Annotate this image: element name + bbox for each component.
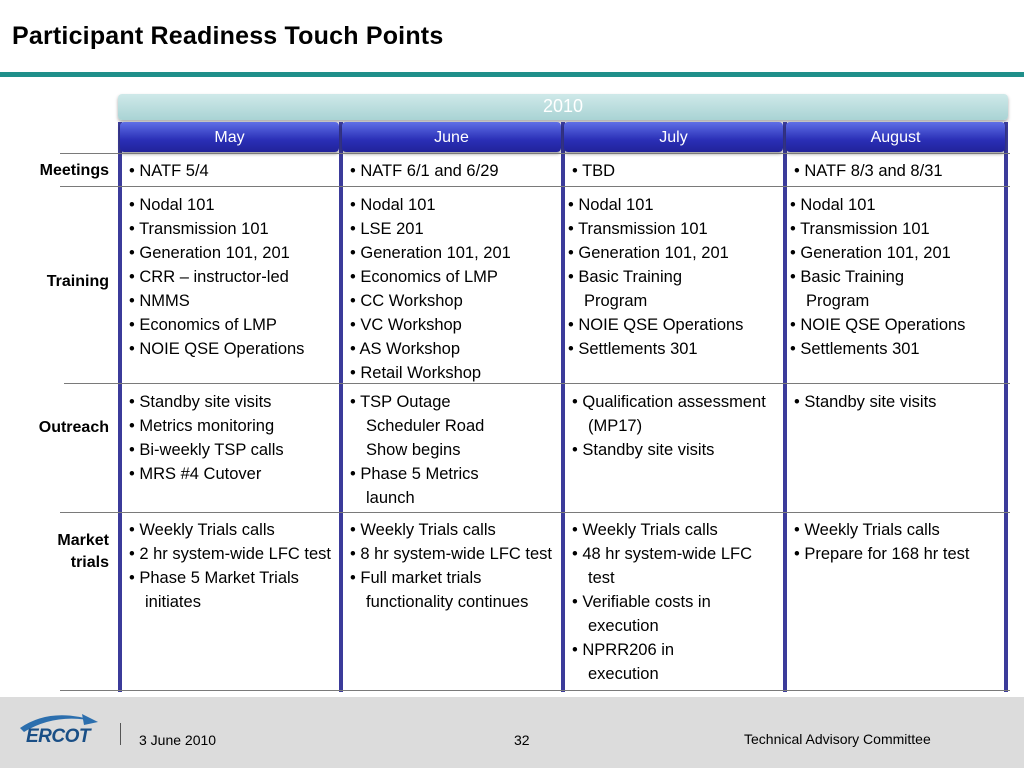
list-item: • CRR – instructor-led <box>129 268 289 286</box>
cell-training-june <box>350 193 560 385</box>
cell-meetings-may <box>129 159 339 183</box>
list-item: • Weekly Trials calls <box>572 521 718 539</box>
list-item: • Transmission 101 <box>129 220 269 238</box>
list-item: • MRS #4 Cutover <box>129 465 262 483</box>
list-item: • 8 hr system-wide LFC test <box>350 545 552 563</box>
cell-training-august <box>790 193 1004 361</box>
list-item: • Weekly Trials calls <box>129 521 275 539</box>
row-divider <box>60 153 1010 154</box>
list-item: • 2 hr system-wide LFC test <box>129 545 331 563</box>
year-label: 2010 <box>542 96 584 116</box>
footer-separator <box>120 723 121 745</box>
list-item: • TBD <box>572 162 616 180</box>
row-label-market-trials: Market trials <box>57 532 109 571</box>
list-item: • Phase 5 Metrics launch <box>350 465 479 507</box>
list-item: • Nodal 101 <box>790 196 876 214</box>
cell-outreach-june <box>350 390 560 510</box>
ercot-logo-text: ERCOT <box>26 726 90 747</box>
list-item: • NPRR206 in execution <box>572 641 675 683</box>
list-item: • Settlements 301 <box>568 340 698 358</box>
list-item: • Phase 5 Market Trials initiates <box>129 569 299 611</box>
list-item: • Bi-weekly TSP calls <box>129 441 284 459</box>
list-item: • LSE 201 <box>350 220 424 238</box>
column-border <box>561 122 565 692</box>
row-divider <box>60 512 1010 513</box>
list-item: • NOIE QSE Operations <box>129 340 305 358</box>
footer-committee: Technical Advisory Committee <box>744 731 931 747</box>
footer-date: 3 June 2010 <box>139 732 217 748</box>
list-item: • VC Workshop <box>350 316 462 334</box>
list-item: • Transmission 101 <box>568 220 708 238</box>
list-item: • Prepare for 168 hr test <box>794 545 970 563</box>
list-item: • NOIE QSE Operations <box>568 316 744 334</box>
list-item: • Basic Training Program <box>568 268 682 310</box>
cell-training-july <box>568 193 782 361</box>
cell-meetings-august <box>794 159 1004 183</box>
list-item: • Standby site visits <box>572 441 715 459</box>
row-label-training: Training <box>46 273 109 290</box>
list-item: • CC Workshop <box>350 292 463 310</box>
cell-outreach-july <box>572 390 782 462</box>
list-item: • Nodal 101 <box>350 196 436 214</box>
list-item: • Nodal 101 <box>129 196 215 214</box>
list-item: • Retail Workshop <box>350 364 482 382</box>
list-item: • NATF 5/4 <box>129 162 209 180</box>
list-item: • NATF 6/1 and 6/29 <box>350 162 499 180</box>
list-item: • Full market trials functionality continues <box>350 569 529 611</box>
cell-market-trials-may <box>129 518 339 614</box>
list-item: • Standby site visits <box>794 393 937 411</box>
list-item: • Nodal 101 <box>568 196 654 214</box>
month-header-june: June <box>342 122 561 152</box>
month-header-may: May <box>120 122 339 152</box>
cell-outreach-may <box>129 390 339 486</box>
cell-meetings-july <box>572 159 782 183</box>
list-item: • Weekly Trials calls <box>350 521 496 539</box>
year-header <box>118 94 1008 120</box>
cell-meetings-june <box>350 159 560 183</box>
list-item: • Settlements 301 <box>790 340 920 358</box>
cell-market-trials-august <box>794 518 1004 566</box>
cell-outreach-august <box>794 390 1004 414</box>
list-item: • Basic Training Program <box>790 268 904 310</box>
list-item: • Economics of LMP <box>129 316 277 334</box>
row-label-outreach: Outreach <box>38 419 109 436</box>
list-item: • Metrics monitoring <box>129 417 275 435</box>
month-header-july: July <box>564 122 783 152</box>
title-divider <box>0 72 1024 77</box>
cell-training-may <box>129 193 339 361</box>
list-item: • 48 hr system-wide LFC test <box>572 545 752 587</box>
list-item: • TSP Outage Scheduler Road Show begins <box>350 393 485 459</box>
list-item: • Transmission 101 <box>790 220 930 238</box>
list-item: • Weekly Trials calls <box>794 521 940 539</box>
list-item: • Generation 101, 201 <box>129 244 290 262</box>
list-item: • NMMS <box>129 292 190 310</box>
list-item: • Verifiable costs in execution <box>572 593 711 635</box>
list-item: • Generation 101, 201 <box>790 244 951 262</box>
list-item: • NATF 8/3 and 8/31 <box>794 162 943 180</box>
slide-title: Participant Readiness Touch Points <box>12 22 444 50</box>
month-header-august: August <box>786 122 1005 152</box>
column-border <box>783 122 787 692</box>
row-divider <box>60 690 1010 691</box>
cell-market-trials-june <box>350 518 560 614</box>
page-number: 32 <box>514 732 530 748</box>
cell-market-trials-july <box>572 518 782 686</box>
column-border <box>1004 122 1008 692</box>
list-item: • Qualification assessment (MP17) <box>572 393 766 435</box>
list-item: • AS Workshop <box>350 340 461 358</box>
list-item: • Standby site visits <box>129 393 272 411</box>
list-item: • Generation 101, 201 <box>568 244 729 262</box>
row-divider <box>60 186 1010 187</box>
list-item: • Economics of LMP <box>350 268 498 286</box>
row-label-meetings: Meetings <box>39 162 109 179</box>
column-border <box>118 122 122 692</box>
list-item: • NOIE QSE Operations <box>790 316 966 334</box>
list-item: • Generation 101, 201 <box>350 244 511 262</box>
